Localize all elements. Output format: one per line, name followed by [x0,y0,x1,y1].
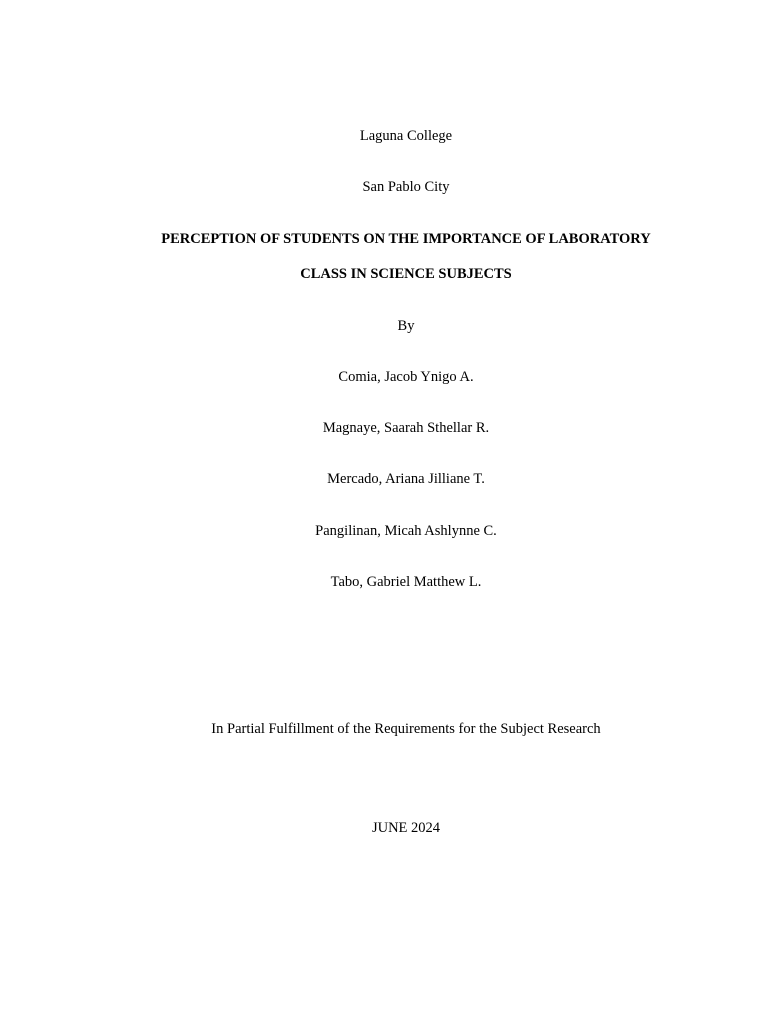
institution-city: San Pablo City [362,179,450,195]
author-name: Magnaye, Saarah Sthellar R. [322,420,490,436]
submission-date: JUNE 2024 [371,820,441,836]
institution-name: Laguna College [359,128,453,144]
fulfillment-statement: In Partial Fulfillment of the Requirements for the Subject Research [211,721,601,737]
by-label: By [397,318,415,334]
title-line-1: PERCEPTION OF STUDENTS ON THE IMPORTANCE OF LABORATORY [161,231,651,247]
author-name: Comia, Jacob Ynigo A. [338,369,474,385]
author-name: Tabo, Gabriel Matthew L. [330,574,482,590]
title-line-2: CLASS IN SCIENCE SUBJECTS [300,266,512,282]
author-name: Pangilinan, Micah Ashlynne C. [315,523,497,539]
author-name: Mercado, Ariana Jilliane T. [327,471,485,487]
